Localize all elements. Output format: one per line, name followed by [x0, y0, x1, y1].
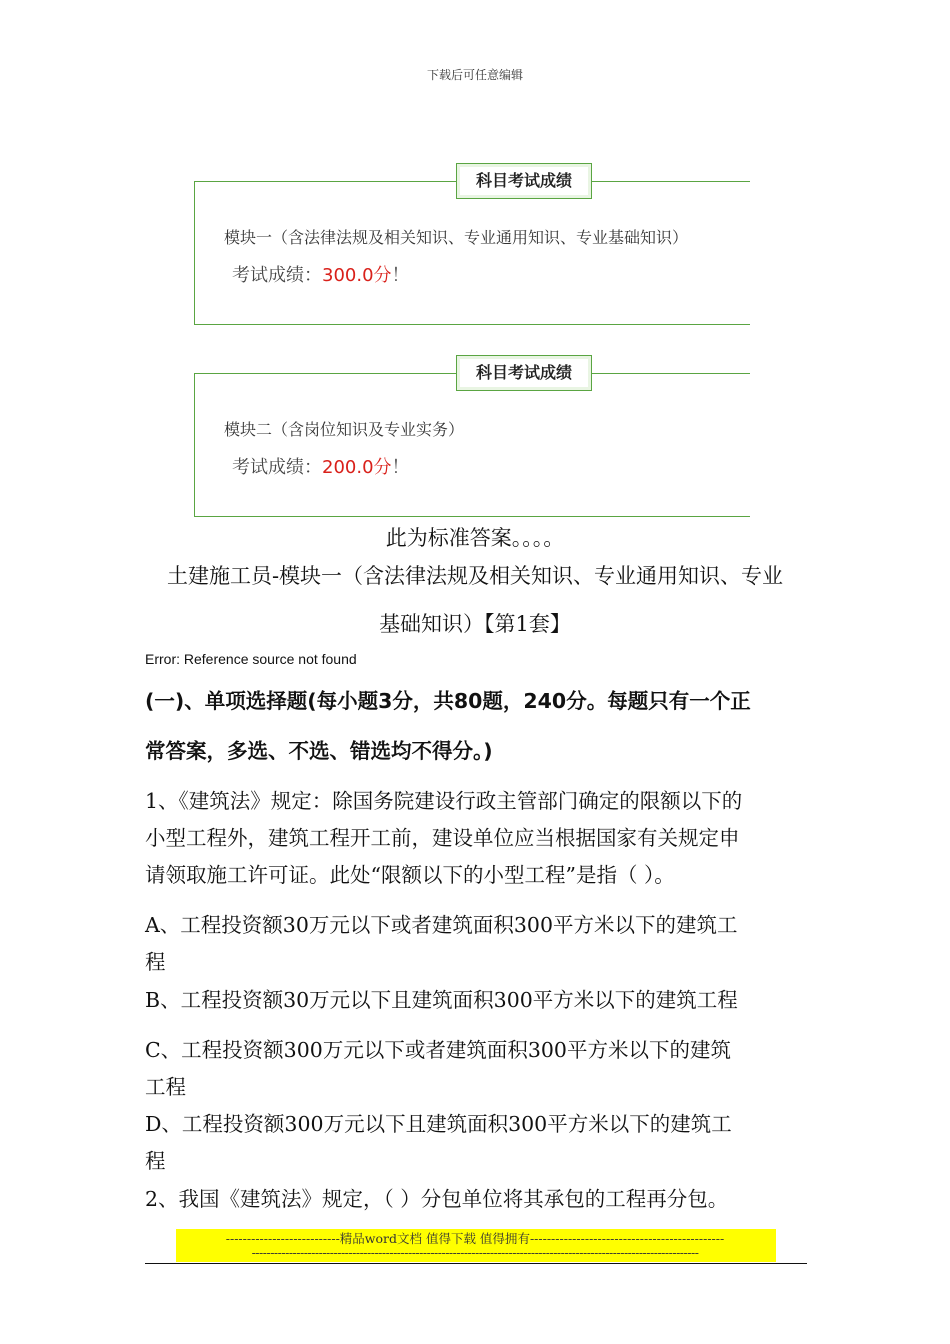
card-frame [194, 373, 750, 517]
doc-title-line-2: 基础知识）【第1套】 [379, 612, 571, 636]
footer-watermark-line-2: ------------------------------------------------------------------------------------------------------------------------ [251, 1245, 699, 1260]
score-card-module-2 [194, 363, 750, 517]
score-suffix: ！ [391, 265, 410, 286]
score-label: 考试成绩： [232, 265, 322, 286]
standard-answer-note: 此为标准答案。。。。 [385, 526, 565, 550]
q2-text-line-1: 2、我国《建筑法》规定，（ ）分包单位将其承包的工程再分包。 [145, 1187, 729, 1211]
footer-watermark-line-1: ---------------------------精品word文档 值得下载 值得拥有---------------------------------------------- [225, 1231, 725, 1246]
q1-option-b: B、工程投资额30万元以下且建筑面积300平方米以下的建筑工程 [145, 988, 738, 1012]
score-line [232, 453, 410, 479]
header-note: 下载后可任意编辑 [426, 68, 523, 82]
section-heading-line-1: (一)、单项选择题(每小题3分，共80题，240分。每题只有一个正 [145, 689, 751, 713]
q1-option-a-line-2: 程 [145, 950, 166, 974]
score-label: 考试成绩： [232, 457, 322, 478]
q1-text-line-1: 1、《建筑法》规定：除国务院建设行政主管部门确定的限额以下的 [145, 789, 743, 813]
q1-text-line-2: 小型工程外，建筑工程开工前，建设单位应当根据国家有关规定申 [145, 826, 740, 850]
footer-rule [145, 1263, 807, 1264]
score-value: 300.0分 [322, 265, 392, 286]
card-tag: 科目考试成绩 [456, 163, 592, 199]
module-title: 模块一（含法律法规及相关知识、专业通用知识、专业基础知识） [224, 228, 689, 247]
doc-title-line-1: 土建施工员-模块一（含法律法规及相关知识、专业通用知识、专业 [166, 564, 784, 588]
score-value: 200.0分 [322, 457, 392, 478]
module-title: 模块二（含岗位知识及专业实务） [224, 420, 465, 439]
q1-text-line-3: 请领取施工许可证。此处“限额以下的小型工程”是指（ ）。 [145, 863, 675, 887]
card-frame [194, 181, 750, 325]
card-tag: 科目考试成绩 [456, 355, 592, 391]
score-line [232, 261, 410, 287]
reference-error: Error: Reference source not found [145, 651, 357, 667]
q1-option-c-line-2: 工程 [145, 1075, 186, 1099]
score-card-module-1 [194, 171, 750, 325]
section-heading-line-2: 常答案，多选、不选、错选均不得分。) [145, 739, 493, 763]
q1-option-a-line-1: A、工程投资额30万元以下或者建筑面积300平方米以下的建筑工 [145, 913, 738, 937]
q1-option-d-line-2: 程 [145, 1149, 166, 1173]
q1-option-c-line-1: C、工程投资额300万元以下或者建筑面积300平方米以下的建筑 [145, 1038, 731, 1062]
score-suffix: ！ [391, 457, 410, 478]
q1-option-d-line-1: D、工程投资额300万元以下且建筑面积300平方米以下的建筑工 [145, 1112, 732, 1136]
